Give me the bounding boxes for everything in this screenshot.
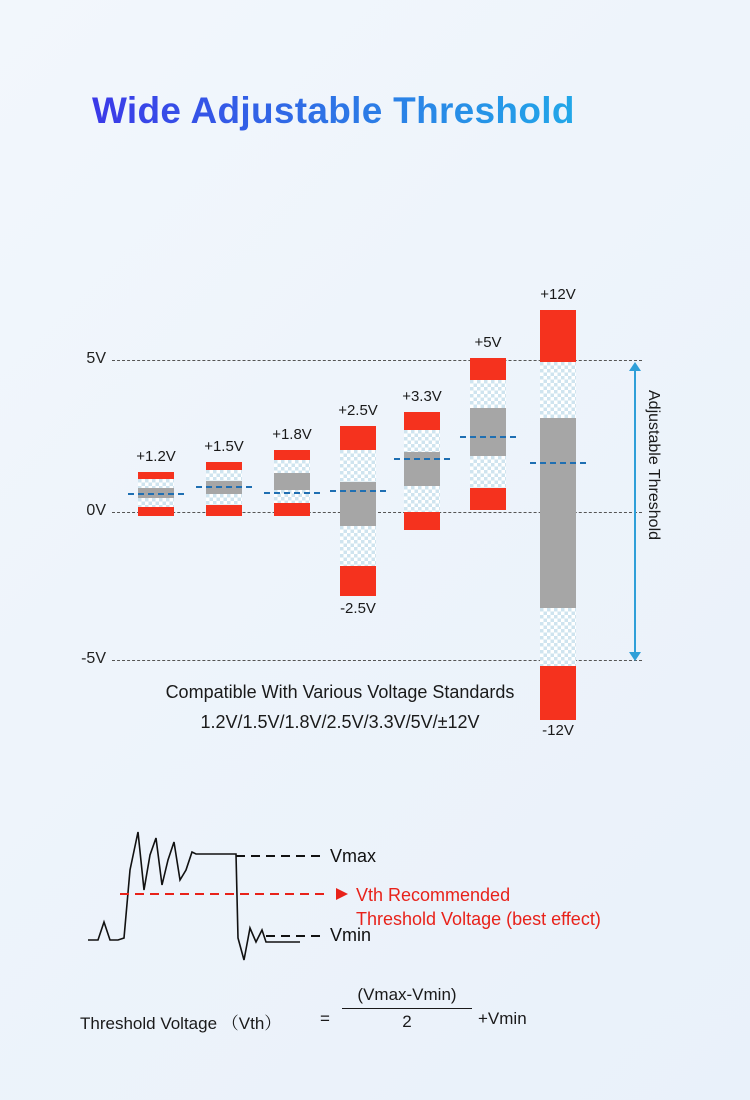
bar-top-label-3v3: +3.3V xyxy=(402,388,442,405)
axis-label-0v: 0V xyxy=(86,502,106,519)
signal-trace xyxy=(88,832,300,960)
formula-equals-sign: = xyxy=(320,1009,330,1028)
bar-segment-hatch-top xyxy=(540,362,576,418)
bar-segment-hatch-top xyxy=(404,430,440,452)
vth-arrow-icon xyxy=(336,888,348,900)
bar-segment-red-bottom xyxy=(404,512,440,530)
axis-label-5v: 5V xyxy=(86,350,106,367)
bar-top-label-5v: +5V xyxy=(474,334,502,351)
formula-tail: +Vmin xyxy=(478,1009,527,1028)
bar-top-label-1v8: +1.8V xyxy=(272,426,312,443)
vth-marker-5v xyxy=(460,436,516,438)
bar-1v5 xyxy=(206,462,242,516)
vth-threshold-best-effect-label: Threshold Voltage (best effect) xyxy=(356,909,601,929)
bar-segment-red-bottom xyxy=(470,488,506,510)
axis-label-minus5v: -5V xyxy=(81,650,106,667)
bar-segment-hatch-top xyxy=(206,470,242,481)
bar-2v5 xyxy=(340,426,376,596)
bar-top-label-1v5: +1.5V xyxy=(204,438,244,455)
vth-marker-1v2 xyxy=(128,493,184,495)
caption-standards: Compatible With Various Voltage Standards xyxy=(165,682,515,702)
bar-bottom-label-2v5: -2.5V xyxy=(340,600,376,617)
formula-numerator: (Vmax-Vmin) xyxy=(357,985,457,1004)
bar-bottom-label-12v: -12V xyxy=(542,722,574,739)
vth-marker-2v5 xyxy=(330,490,386,492)
vth-marker-1v5 xyxy=(196,486,252,488)
bar-segment-hatch-bottom xyxy=(340,526,376,566)
bar-segment-red-top xyxy=(470,358,506,380)
bar-segment-hatch-bottom xyxy=(138,498,174,507)
bar-segment-red-top xyxy=(540,310,576,362)
bar-segment-hatch-bottom xyxy=(470,456,506,488)
adjustable-range-line xyxy=(634,370,636,654)
voltage-chart xyxy=(0,250,750,770)
bar-5v xyxy=(470,358,506,510)
bar-segment-hatch-top xyxy=(470,380,506,408)
bar-top-label-2v5: +2.5V xyxy=(338,402,378,419)
bar-segment-red-bottom xyxy=(138,507,174,516)
bar-segment-red-top xyxy=(206,462,242,470)
bar-segment-red-top xyxy=(274,450,310,460)
threshold-formula xyxy=(80,985,680,1065)
bar-segment-gray xyxy=(340,482,376,526)
bar-segment-red-bottom xyxy=(274,503,310,516)
bar-segment-hatch-top xyxy=(274,460,310,473)
bar-3v3 xyxy=(404,412,440,530)
vth-marker-1v8 xyxy=(264,492,320,494)
arrow-head-down-icon xyxy=(629,652,641,661)
bar-top-label-1v2: +1.2V xyxy=(136,448,176,465)
bar-segment-hatch-bottom xyxy=(540,608,576,666)
vmax-label: Vmax xyxy=(330,846,377,866)
adjustable-threshold-label: Adjustable Threshold xyxy=(645,390,662,541)
waveform-diagram xyxy=(0,810,750,990)
vth-recommended-label: Vth Recommended xyxy=(356,885,511,905)
bar-segment-hatch-bottom xyxy=(206,494,242,505)
page-title: Wide Adjustable Threshold xyxy=(92,90,575,131)
bar-segment-gray xyxy=(540,418,576,608)
caption-voltages: 1.2V/1.5V/1.8V/2.5V/3.3V/5V/±12V xyxy=(200,712,480,732)
vth-marker-12v xyxy=(530,462,586,464)
bar-segment-gray xyxy=(274,473,310,490)
bar-segment-hatch-bottom xyxy=(404,486,440,512)
bar-segment-hatch-top xyxy=(138,479,174,488)
vmin-label: Vmin xyxy=(330,925,372,945)
bar-segment-hatch-top xyxy=(340,450,376,482)
bar-segment-red-bottom xyxy=(206,505,242,516)
bar-1v8 xyxy=(274,450,310,516)
formula-lead-label: Threshold Voltage （Vth） xyxy=(80,1014,282,1033)
bar-segment-red-top xyxy=(138,472,174,479)
bar-segment-gray xyxy=(470,408,506,456)
vth-marker-3v3 xyxy=(394,458,450,460)
bar-segment-red-top xyxy=(340,426,376,450)
bar-segment-red-bottom xyxy=(340,566,376,596)
bar-top-label-12v: +12V xyxy=(540,286,576,303)
formula-fraction-bar xyxy=(342,1008,472,1009)
formula-denominator: 2 xyxy=(402,1012,412,1031)
bar-segment-red-top xyxy=(404,412,440,430)
formula-fraction xyxy=(342,985,472,1032)
bar-12v xyxy=(540,310,576,720)
